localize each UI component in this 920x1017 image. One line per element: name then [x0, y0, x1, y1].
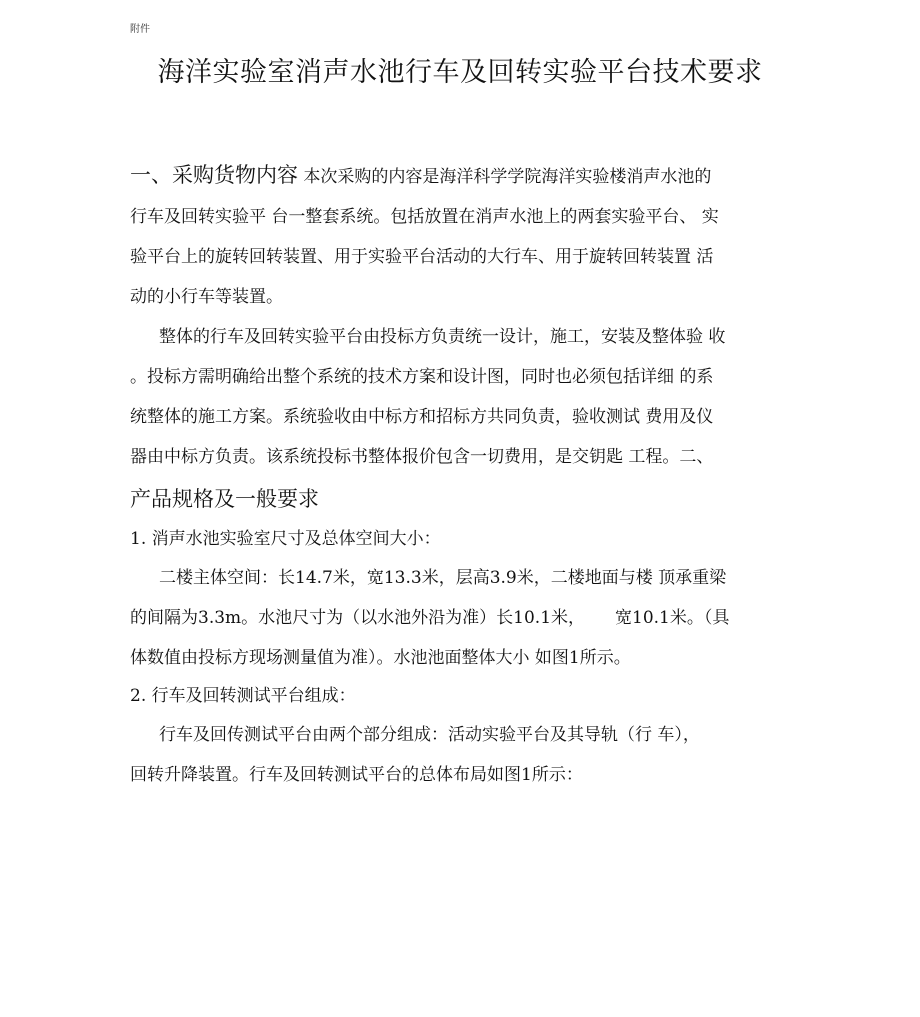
attachment-label: 附件 [130, 24, 150, 35]
section1-p2-line-2: 。投标方需明确给出整个系统的技术方案和设计图，同时也必须包括详细 的系 [130, 367, 714, 387]
section1-p1-line-3: 验平台上的旋转回转装置、用于实验平台活动的大行车、用于旋转回转装置 活 [130, 247, 714, 267]
item1-line-1: 二楼主体空间：长14.7米，宽13.3米，层高3.9米，二楼地面与楼 顶承重梁 [159, 568, 727, 588]
item2-line-1: 行车及回传测试平台由两个部分组成：活动实验平台及其导轨（行 车）， [159, 725, 700, 745]
section1-p2-line-4: 器由中标方负责。该系统投标书整体报价包含一切费用，是交钥匙 工程。二、 [130, 447, 714, 467]
section1-p2-line-3: 统整体的施工方案。系统验收由中标方和招标方共同负责，验收测试 费用及仪 [130, 407, 714, 427]
item1-line-3: 体数值由投标方现场测量值为准）。水池池面整体大小 如图1所示。 [130, 648, 631, 668]
document-title: 海洋实验室消声水池行车及回转实验平台技术要求 [157, 57, 763, 88]
item2-line-2: 回转升降装置。行车及回转测试平台的总体布局如图1所示： [130, 765, 583, 785]
section1-p2-line-1: 整体的行车及回转实验平台由投标方负责统一设计，施工，安装及整体验 收 [159, 327, 726, 347]
section1-p1-line-4: 动的小行车等装置。 [130, 287, 283, 307]
section1-first-line [130, 153, 792, 197]
item1-line-2-b: 宽10.1米。（具 [615, 608, 730, 628]
section1-p1-line-1: 本次采购的内容是海洋科学学院海洋实验楼消声水池的 [303, 167, 712, 187]
section1-p1-line-2: 行车及回转实验平 台一整套系统。包括放置在消声水池上的两套实验平台、 实 [130, 207, 719, 227]
item2-title: 2. 行车及回转测试平台组成： [130, 686, 356, 706]
item1-line-2-a: 的间隔为3.3m。水池尺寸为（以水池外沿为准）长10.1米， [130, 608, 586, 628]
item1-line-2 [130, 598, 792, 638]
section2-heading-line [130, 477, 792, 521]
document-body [130, 153, 792, 795]
section2-heading: 产品规格及一般要求 [130, 487, 319, 511]
item1-title: 1. 消声水池实验室尺寸及总体空间大小： [130, 529, 441, 549]
section1-heading: 一、采购货物内容 [130, 163, 298, 187]
